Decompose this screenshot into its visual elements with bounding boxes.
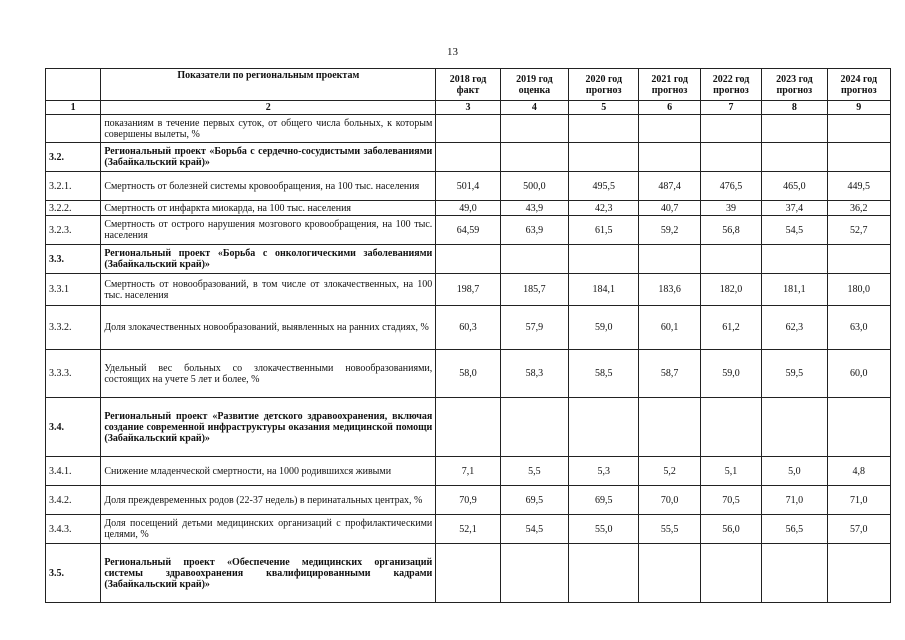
value-2021: 55,5 — [639, 515, 700, 544]
table-row — [46, 274, 891, 306]
value-2018: 7,1 — [436, 457, 500, 486]
value-2023 — [762, 143, 827, 172]
column-number: 1 — [46, 101, 101, 115]
value-2024 — [827, 245, 890, 274]
value-2021 — [639, 143, 700, 172]
column-number: 2 — [101, 101, 436, 115]
column-number: 9 — [827, 101, 890, 115]
value-2019: 500,0 — [500, 172, 568, 201]
value-2018: 60,3 — [436, 306, 500, 350]
value-2024: 60,0 — [827, 350, 890, 398]
value-2024: 36,2 — [827, 201, 890, 216]
value-2023 — [762, 544, 827, 603]
value-2023 — [762, 115, 827, 143]
header-id-cell — [46, 69, 101, 101]
column-number: 6 — [639, 101, 700, 115]
value-2019: 57,9 — [500, 306, 568, 350]
value-2019: 43,9 — [500, 201, 568, 216]
value-2020 — [569, 245, 639, 274]
value-2020: 184,1 — [569, 274, 639, 306]
header-year-2020: 2020 год прогноз — [569, 69, 639, 101]
value-2022 — [700, 115, 761, 143]
value-2019: 54,5 — [500, 515, 568, 544]
table-row — [46, 350, 891, 398]
value-2022: 5,1 — [700, 457, 761, 486]
value-2022 — [700, 544, 761, 603]
value-2021: 5,2 — [639, 457, 700, 486]
value-2022: 56,8 — [700, 216, 761, 245]
table-row — [46, 216, 891, 245]
header-year-2019: 2019 год оценка — [500, 69, 568, 101]
value-2024 — [827, 115, 890, 143]
indicators-table — [45, 68, 891, 603]
value-2019 — [500, 398, 568, 457]
table-row — [46, 457, 891, 486]
row-indicator: Смертность от инфаркта миокарда, на 100 тыс. населения — [101, 201, 436, 216]
value-2020: 42,3 — [569, 201, 639, 216]
value-2019 — [500, 143, 568, 172]
value-2021 — [639, 544, 700, 603]
value-2019: 5,5 — [500, 457, 568, 486]
table-body — [46, 115, 891, 603]
value-2022: 70,5 — [700, 486, 761, 515]
value-2023: 181,1 — [762, 274, 827, 306]
value-2023: 62,3 — [762, 306, 827, 350]
column-number: 7 — [700, 101, 761, 115]
value-2018: 198,7 — [436, 274, 500, 306]
section-row — [46, 143, 891, 172]
row-indicator: Доля преждевременных родов (22-37 недель) в перинатальных центрах, % — [101, 486, 436, 515]
value-2023: 37,4 — [762, 201, 827, 216]
value-2020: 495,5 — [569, 172, 639, 201]
value-2024 — [827, 398, 890, 457]
value-2019: 69,5 — [500, 486, 568, 515]
value-2023: 71,0 — [762, 486, 827, 515]
value-2024: 4,8 — [827, 457, 890, 486]
column-number: 3 — [436, 101, 500, 115]
value-2019 — [500, 115, 568, 143]
row-id: 3.3.3. — [46, 350, 101, 398]
value-2020: 59,0 — [569, 306, 639, 350]
header-row — [46, 69, 891, 101]
value-2024: 63,0 — [827, 306, 890, 350]
row-id: 3.3.1 — [46, 274, 101, 306]
value-2020: 5,3 — [569, 457, 639, 486]
value-2024: 52,7 — [827, 216, 890, 245]
table-row — [46, 486, 891, 515]
value-2024: 449,5 — [827, 172, 890, 201]
row-id: 3.4.2. — [46, 486, 101, 515]
value-2022: 59,0 — [700, 350, 761, 398]
table-row — [46, 201, 891, 216]
value-2022: 39 — [700, 201, 761, 216]
value-2019: 58,3 — [500, 350, 568, 398]
value-2020 — [569, 143, 639, 172]
value-2019: 185,7 — [500, 274, 568, 306]
value-2018 — [436, 398, 500, 457]
value-2024: 71,0 — [827, 486, 890, 515]
value-2023: 54,5 — [762, 216, 827, 245]
value-2018: 49,0 — [436, 201, 500, 216]
value-2023 — [762, 398, 827, 457]
header-year-2021: 2021 год прогноз — [639, 69, 700, 101]
row-indicator: Снижение младенческой смертности, на 1000 родившихся живыми — [101, 457, 436, 486]
value-2023: 465,0 — [762, 172, 827, 201]
row-indicator: Смертность от болезней системы кровообращения, на 100 тыс. населения — [101, 172, 436, 201]
value-2018: 58,0 — [436, 350, 500, 398]
value-2019: 63,9 — [500, 216, 568, 245]
value-2021: 59,2 — [639, 216, 700, 245]
row-id: 3.2. — [46, 143, 101, 172]
value-2018: 70,9 — [436, 486, 500, 515]
value-2021: 58,7 — [639, 350, 700, 398]
value-2020: 55,0 — [569, 515, 639, 544]
value-2022: 476,5 — [700, 172, 761, 201]
row-indicator: Доля злокачественных новообразований, выявленных на ранних стадиях, % — [101, 306, 436, 350]
value-2018: 52,1 — [436, 515, 500, 544]
row-indicator: Региональный проект «Обеспечение медицинских организаций системы здравоохранения квалифицированными кадрами (Забайкальский край)» — [101, 544, 436, 603]
value-2024 — [827, 143, 890, 172]
table-row — [46, 515, 891, 544]
value-2021: 60,1 — [639, 306, 700, 350]
row-indicator: Региональный проект «Борьба с сердечно-сосудистыми заболеваниями (Забайкальский край)» — [101, 143, 436, 172]
value-2021: 70,0 — [639, 486, 700, 515]
column-number: 4 — [500, 101, 568, 115]
header-indicator: Показатели по региональным проектам — [101, 69, 436, 101]
row-id: 3.2.1. — [46, 172, 101, 201]
value-2020: 58,5 — [569, 350, 639, 398]
value-2021: 183,6 — [639, 274, 700, 306]
value-2022: 61,2 — [700, 306, 761, 350]
column-number: 5 — [569, 101, 639, 115]
value-2019 — [500, 544, 568, 603]
row-id: 3.3. — [46, 245, 101, 274]
row-indicator: Региональный проект «Развитие детского здравоохранения, включая создание современной инфраструктуры оказания медицинской помощи (Забайкальский край)» — [101, 398, 436, 457]
value-2018 — [436, 544, 500, 603]
row-id: 3.2.2. — [46, 201, 101, 216]
value-2020 — [569, 398, 639, 457]
row-indicator: Смертность от новообразований, в том числе от злокачественных, на 100 тыс. населения — [101, 274, 436, 306]
value-2019 — [500, 245, 568, 274]
value-2023 — [762, 245, 827, 274]
row-indicator: Доля посещений детьми медицинских организаций с профилактическими целями, % — [101, 515, 436, 544]
section-row — [46, 398, 891, 457]
table-row — [46, 306, 891, 350]
value-2022 — [700, 143, 761, 172]
value-2022 — [700, 398, 761, 457]
value-2021 — [639, 398, 700, 457]
row-indicator: Удельный вес больных со злокачественными новообразованиями, состоящих на учете 5 лет и более, % — [101, 350, 436, 398]
value-2024 — [827, 544, 890, 603]
value-2018 — [436, 245, 500, 274]
section-row — [46, 544, 891, 603]
section-row — [46, 245, 891, 274]
row-id: 3.3.2. — [46, 306, 101, 350]
value-2023: 5,0 — [762, 457, 827, 486]
row-id: 3.4.1. — [46, 457, 101, 486]
row-indicator: Смертность от острого нарушения мозгового кровообращения, на 100 тыс. населения — [101, 216, 436, 245]
header-year-2023: 2023 год прогноз — [762, 69, 827, 101]
header-year-2024: 2024 год прогноз — [827, 69, 890, 101]
value-2018: 501,4 — [436, 172, 500, 201]
value-2023: 59,5 — [762, 350, 827, 398]
table-row — [46, 172, 891, 201]
column-number: 8 — [762, 101, 827, 115]
header-year-2022: 2022 год прогноз — [700, 69, 761, 101]
value-2023: 56,5 — [762, 515, 827, 544]
table-row — [46, 115, 891, 143]
value-2021: 487,4 — [639, 172, 700, 201]
row-id — [46, 115, 101, 143]
value-2021: 40,7 — [639, 201, 700, 216]
row-indicator: Региональный проект «Борьба с онкологическими заболеваниями (Забайкальский край)» — [101, 245, 436, 274]
value-2020 — [569, 115, 639, 143]
row-indicator: показаниям в течение первых суток, от общего числа больных, к которым совершены вылеты, % — [101, 115, 436, 143]
value-2021 — [639, 115, 700, 143]
header-year-2018: 2018 год факт — [436, 69, 500, 101]
row-id: 3.2.3. — [46, 216, 101, 245]
column-numbers-row — [46, 101, 891, 115]
value-2022: 56,0 — [700, 515, 761, 544]
row-id: 3.4.3. — [46, 515, 101, 544]
value-2018 — [436, 115, 500, 143]
row-id: 3.5. — [46, 544, 101, 603]
page-number: 13 — [447, 46, 458, 58]
value-2018: 64,59 — [436, 216, 500, 245]
value-2022: 182,0 — [700, 274, 761, 306]
value-2018 — [436, 143, 500, 172]
value-2024: 180,0 — [827, 274, 890, 306]
value-2021 — [639, 245, 700, 274]
value-2020 — [569, 544, 639, 603]
value-2022 — [700, 245, 761, 274]
value-2024: 57,0 — [827, 515, 890, 544]
value-2020: 69,5 — [569, 486, 639, 515]
row-id: 3.4. — [46, 398, 101, 457]
value-2020: 61,5 — [569, 216, 639, 245]
